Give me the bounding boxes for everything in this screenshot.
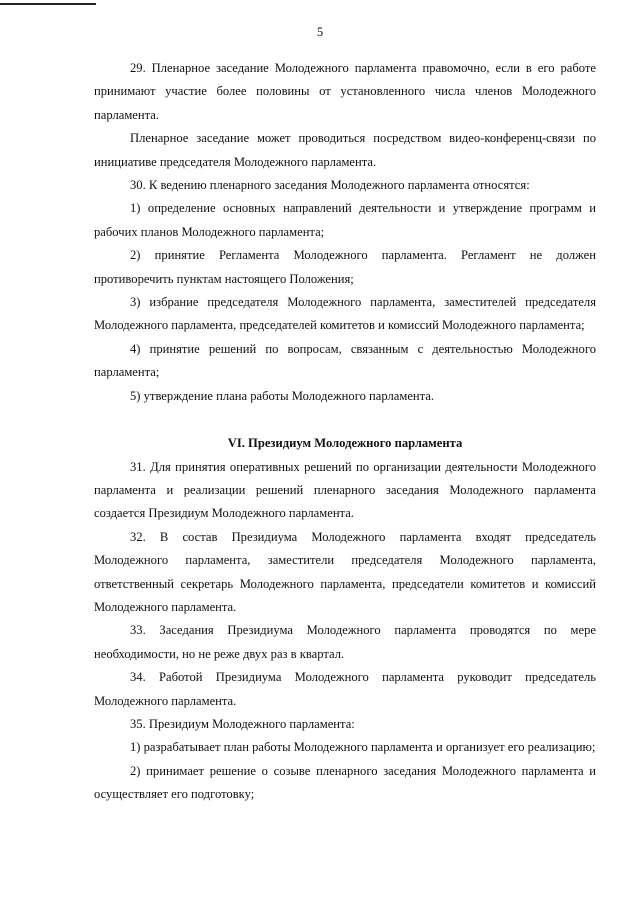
paragraph-31: 31. Для принятия оперативных решений по организации деятельности Молодежного парламента и реализации решений пленарного заседания Молодежного парламента создается Президиум Молодежного парламента. (94, 459, 596, 521)
paragraph-30-item-3: 3) избрание председателя Молодежного парламента, заместителей председателя Молодежного парламента, председателей комитетов и комиссий Молодежного парламента; (94, 295, 596, 333)
paragraph-30-item-5: 5) утверждение плана работы Молодежного парламента. (130, 388, 435, 403)
paragraph-34: 34. Работой Президиума Молодежного парламента руководит председатель Молодежного парламента. (94, 670, 596, 708)
paragraph-35: 35. Президиум Молодежного парламента: (130, 716, 355, 731)
top-rule (0, 3, 96, 5)
paragraph-29-vks: Пленарное заседание может проводиться посредством видео-конференц-связи по инициативе председателя Молодежного парламента. (94, 131, 596, 169)
paragraph-33: 33. Заседания Президиума Молодежного парламента проводятся по мере необходимости, но не реже двух раз в квартал. (94, 623, 596, 661)
paragraph-35-item-1: 1) разрабатывает план работы Молодежного парламента и организует его реализацию; (130, 740, 596, 755)
document-body (94, 57, 596, 807)
paragraph-30-item-4: 4) принятие решений по вопросам, связанным с деятельностью Молодежного парламента; (94, 341, 596, 380)
paragraph-32: 32. В состав Президиума Молодежного парламента входят председатель Молодежного парламента, заместители председателя Молодежного парламента, ответственный секретарь Молодежного парламента, председатели комитетов и комиссий Молодежного парламента. (94, 529, 596, 614)
paragraph-30-item-1: 1) определение основных направлений деятельности и утверждение программ и рабочих планов Молодежного парламента; (94, 201, 596, 239)
paragraph-30-item-2: 2) принятие Регламента Молодежного парламента. Регламент не должен противоречить пунктам настоящего Положения; (94, 248, 596, 286)
paragraph-29: 29. Пленарное заседание Молодежного парламента правомочно, если в его работе принимают участие более половины от установленного числа членов Молодежного парламента. (94, 61, 596, 122)
section-heading: VI. Президиум Молодежного парламента (227, 436, 463, 451)
page-number: 5 (316, 25, 324, 39)
paragraph-35-item-2: 2) принимает решение о созыве пленарного заседания Молодежного парламента и осуществляет его подготовку; (94, 763, 596, 802)
paragraph-30: 30. К ведению пленарного заседания Молодежного парламента относятся: (130, 178, 530, 193)
